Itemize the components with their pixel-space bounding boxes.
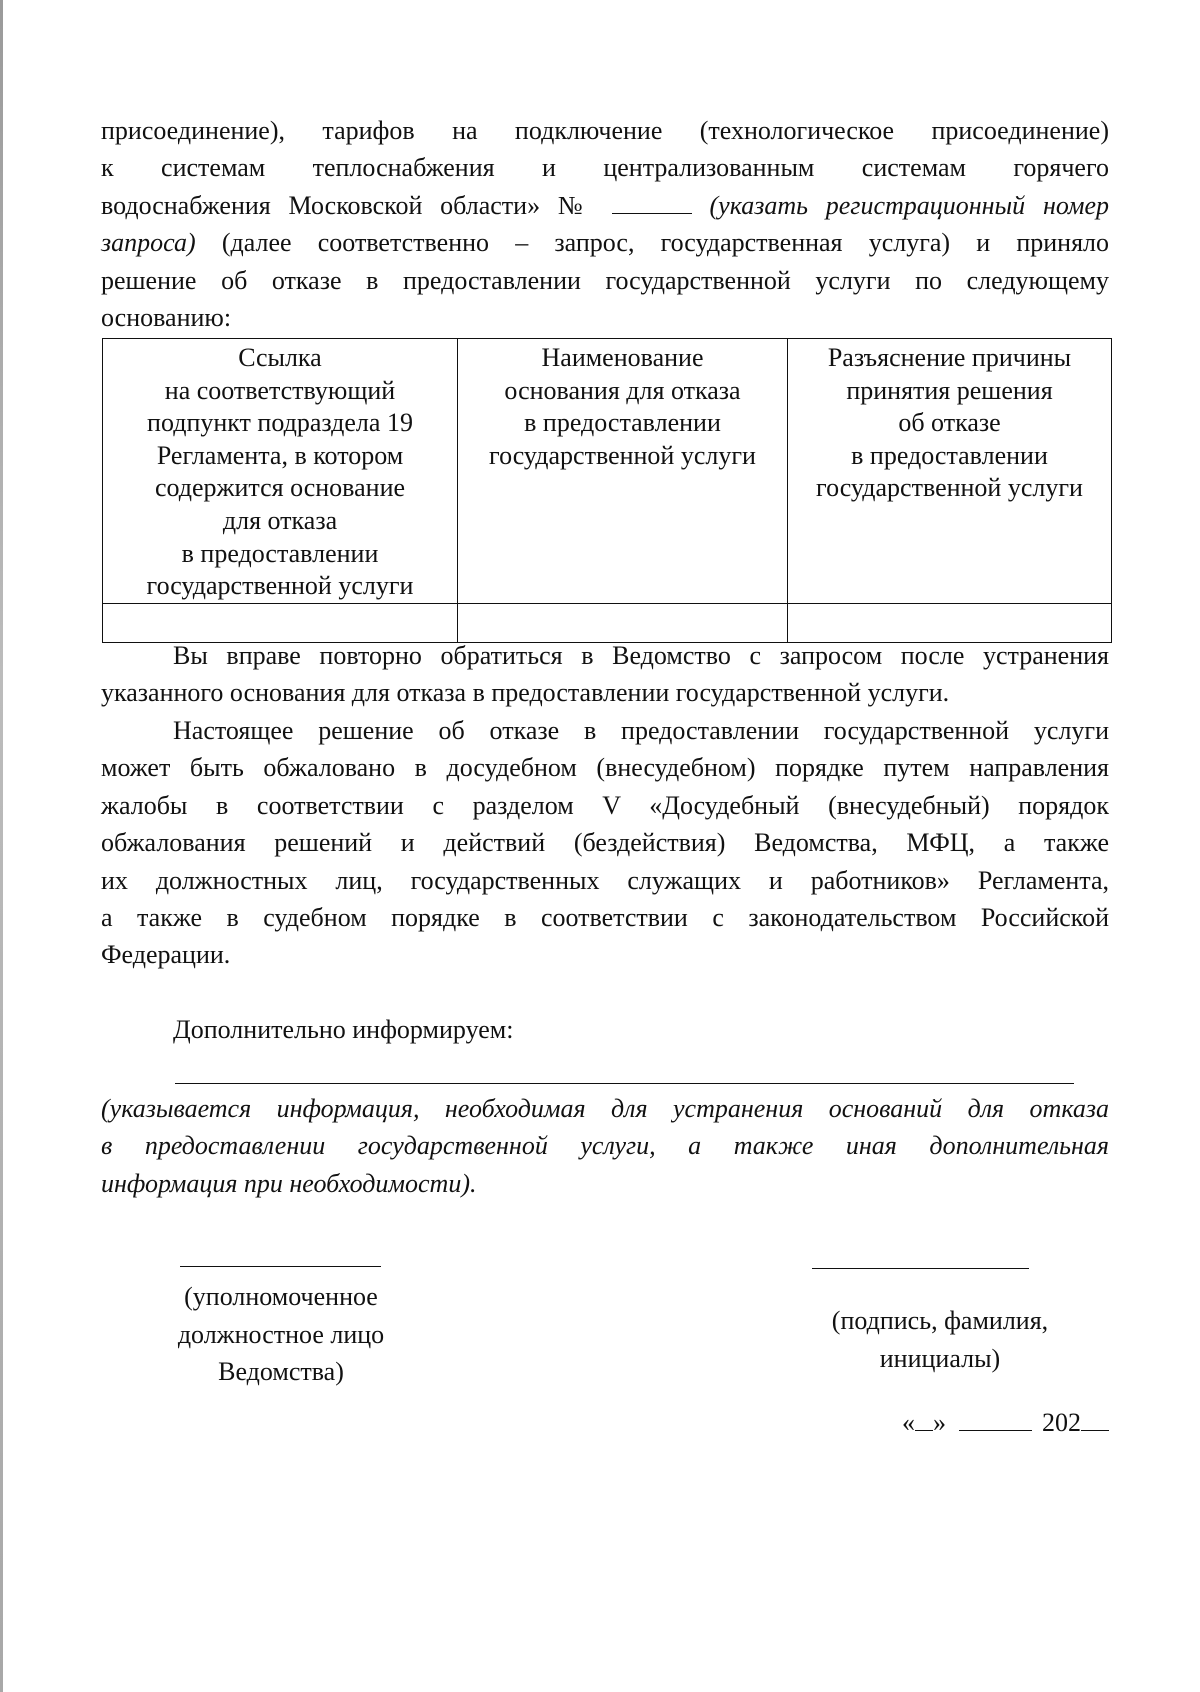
header-explanation-line: об отказе <box>898 408 1001 438</box>
date-open-quote: « <box>902 1408 915 1437</box>
signature-caption-line: инициалы) <box>879 1343 1001 1373</box>
intro-line-4-italic: запроса) <box>101 228 196 258</box>
date-year: 202 <box>1042 1408 1081 1437</box>
official-caption-line: Ведомства) <box>218 1357 344 1386</box>
official-caption <box>150 1278 412 1391</box>
header-explanation-line: государственной услуги <box>816 473 1083 503</box>
header-name-line: государственной услуги <box>489 440 756 470</box>
header-reference <box>103 339 458 604</box>
header-name <box>458 339 788 604</box>
request-number-blank <box>612 191 692 214</box>
signature-caption <box>800 1302 1080 1377</box>
date-year-blank <box>1081 1408 1109 1431</box>
date-month-blank <box>959 1408 1032 1431</box>
header-explanation-line: принятия решения <box>846 375 1053 405</box>
header-name-line: Наименование <box>541 343 704 372</box>
appeal-line-4: обжалования решений и действий (бездействия) Ведомства, МФЦ, а также <box>101 828 1109 858</box>
date-line <box>902 1404 1109 1441</box>
header-reference-line: государственной услуги <box>146 571 414 601</box>
header-reference-line: Ссылка <box>238 343 322 372</box>
header-reference-line: подпункт подраздела 19 <box>147 408 413 438</box>
additional-info-line <box>175 1083 1074 1084</box>
table-header-row <box>103 339 1112 604</box>
additional-note-line-3: информация при необходимости). <box>101 1168 477 1198</box>
scan-edge <box>0 0 3 1692</box>
intro-line-3-italic: (указать регистрационный номер <box>709 190 1109 220</box>
intro-paragraph <box>101 112 1109 336</box>
date-close-quote: » <box>933 1408 946 1437</box>
appeal-line-7: Федерации. <box>101 940 231 970</box>
additional-label: Дополнительно информируем: <box>173 1015 514 1044</box>
date-day-blank <box>915 1408 933 1431</box>
intro-line-1: присоединение), тарифов на подключение (технологическое присоединение) <box>101 116 1109 145</box>
appeal-line-3: жалобы в соответствии с разделом V «Досудебный (внесудебный) порядок <box>101 790 1109 820</box>
header-reference-line: для отказа <box>222 505 338 535</box>
header-explanation-line: Разъяснение причины <box>827 343 1072 372</box>
appeal-line-2: может быть обжаловано в досудебном (внесудебном) порядке путем направления <box>101 753 1109 783</box>
official-signature-line <box>180 1266 381 1267</box>
reapply-line-2: указанного основания для отказа в предоставлении государственной услуги. <box>101 678 950 708</box>
header-name-line: основания для отказа <box>504 375 741 405</box>
intro-line-3-text: водоснабжения Московской области» № <box>101 190 594 220</box>
intro-line-4 <box>101 224 1109 261</box>
header-reference-line: содержится основание <box>154 473 406 503</box>
header-reference-line: Регламента, в котором <box>156 440 404 470</box>
reapply-line-1: Вы вправе повторно обратиться в Ведомство с запросом после устранения <box>173 641 1109 670</box>
official-caption-line: должностное лицо <box>177 1319 385 1349</box>
additional-note-line-2: в предоставлении государственной услуги, а также иная дополнительная <box>101 1131 1109 1161</box>
signature-line <box>812 1268 1029 1269</box>
appeal-paragraph <box>101 712 1109 974</box>
signature-caption-line: (подпись, фамилия, <box>831 1306 1049 1335</box>
refusal-reasons-table <box>102 338 1112 643</box>
header-reference-line: на соответствующий <box>164 375 396 405</box>
header-name-line: в предоставлении <box>524 408 721 438</box>
official-caption-line: (уполномоченное <box>184 1282 378 1311</box>
intro-line-4-text: (далее соответственно – запрос, государственная услуга) и приняло <box>221 228 1110 258</box>
header-explanation-line: в предоставлении <box>851 440 1048 470</box>
appeal-line-1: Настоящее решение об отказе в предоставлении государственной услуги <box>173 716 1109 745</box>
header-explanation <box>788 339 1112 604</box>
header-reference-line: в предоставлении <box>181 538 379 568</box>
intro-line-3 <box>101 187 1109 224</box>
additional-note-line-1: (указывается информация, необходимая для устранения оснований для отказа <box>101 1094 1109 1123</box>
intro-line-5: решение об отказе в предоставлении государственной услуги по следующему <box>101 265 1109 295</box>
intro-line-2: к системам теплоснабжения и централизованным системам горячего <box>101 153 1109 183</box>
appeal-line-6: а также в судебном порядке в соответствии с законодательством Российской <box>101 903 1109 933</box>
intro-line-6: основанию: <box>101 303 232 333</box>
reapply-paragraph <box>101 637 1109 712</box>
appeal-line-5: их должностных лиц, государственных служащих и работников» Регламента, <box>101 865 1109 895</box>
additional-note <box>101 1090 1109 1202</box>
